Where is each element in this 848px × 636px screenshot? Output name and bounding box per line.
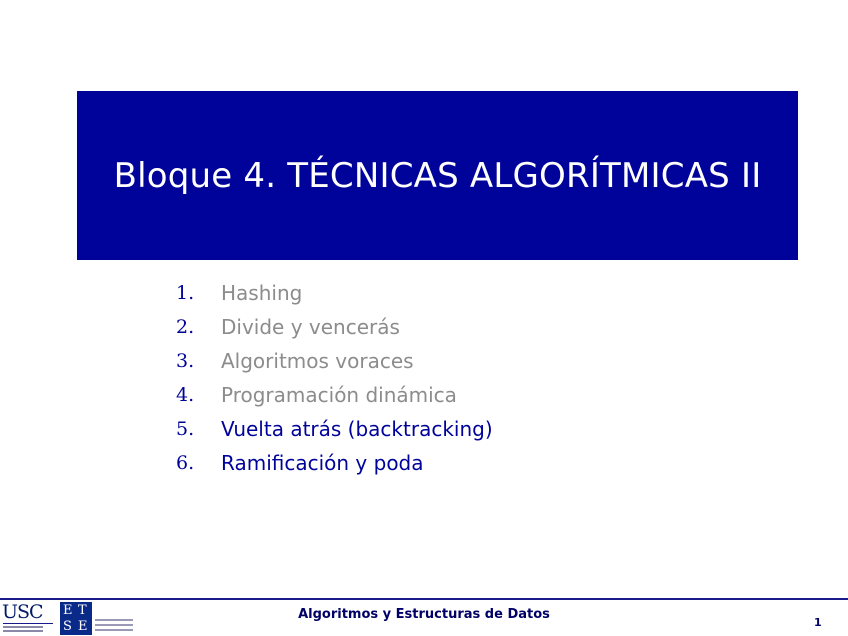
topic-number: 4. [176,384,195,406]
topic-number: 3. [176,350,195,372]
etse-letter: E [63,603,73,618]
usc-logo: USC [2,601,43,623]
topic-label: Programación dinámica [221,383,457,407]
topic-item [176,344,676,378]
topic-label: Hashing [221,281,303,305]
topic-label: Algoritmos voraces [221,349,414,373]
topic-item [176,378,676,412]
topic-number: 2. [176,316,195,338]
topic-item [176,276,676,310]
topic-list [176,276,676,480]
topic-number: 6. [176,452,195,474]
page-number: 1 [814,616,822,629]
usc-logo-subtext [3,623,53,635]
topic-label: Ramificación y poda [221,451,424,475]
etse-letter: T [78,603,87,618]
topic-item [176,446,676,480]
footer-divider [0,598,848,600]
topic-item [176,412,676,446]
slide-title: Bloque 4. TÉCNICAS ALGORÍTMICAS II [113,155,762,196]
topic-label: Divide y vencerás [221,315,400,339]
course-title: Algoritmos y Estructuras de Datos [298,607,550,622]
title-banner [77,91,798,260]
topic-label: Vuelta atrás (backtracking) [221,417,493,441]
etse-letter: E [78,619,88,634]
etse-letter: S [63,619,72,634]
topic-item [176,310,676,344]
topic-number: 1. [176,282,195,304]
topic-number: 5. [176,418,195,440]
